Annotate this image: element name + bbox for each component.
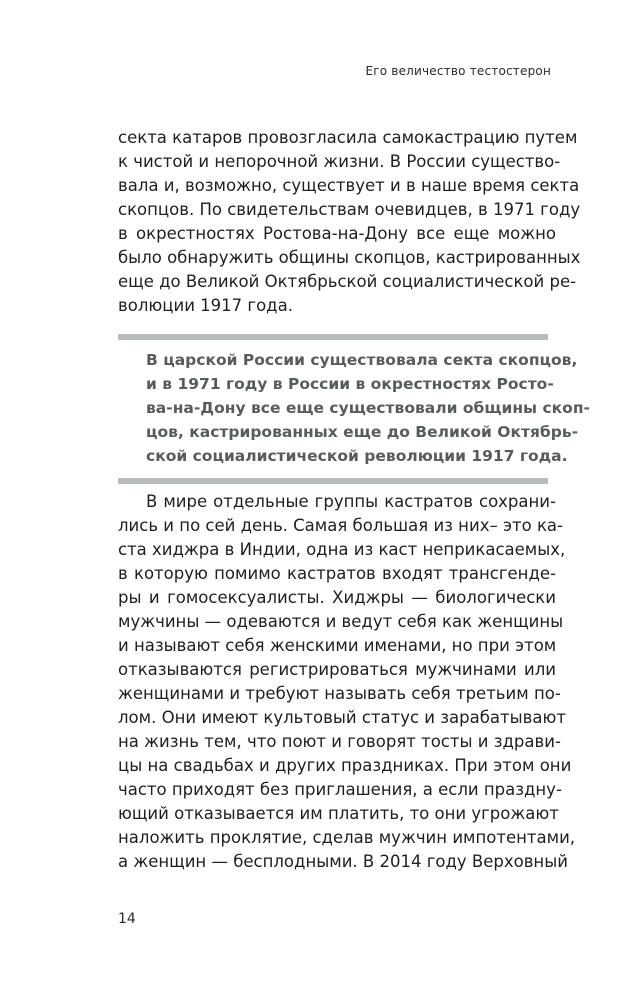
text-line: волюции 1917 года. [118,296,293,315]
text-line: ры и гомосексуалисты. Хиджры — биологически [118,588,556,607]
text-line: цы на свадьбах и других праздниках. При этом они [118,756,572,775]
text-line: еще до Великой Октябрьской социалистической ре- [118,272,577,291]
text-line: наложить проклятие, сделав мужчин импотентами, [118,828,576,847]
text-line: часто приходят без приглашения, а если праздну- [118,780,562,799]
pull-quote-top-rule [118,334,548,340]
text-line: к чистой и непорочной жизни. В России существо- [118,152,561,171]
pull-quote-line: цов, кастрированных еще до Великой Октябрь- [146,423,579,441]
pull-quote-bottom-rule [118,478,548,484]
pull-quote-line: В царской России существовала секта скопцов, [146,351,578,369]
paragraph-1 [118,126,581,318]
pull-quote [118,334,590,484]
text-line: а женщин — бесплодными. В 2014 году Верховный [118,852,568,871]
page-number: 14 [118,911,136,927]
text-line: ющий отказывается им платить, то они угрожают [118,804,559,823]
pull-quote-line: и в 1971 году в России в окрестностях Росто- [146,375,554,393]
text-line: отказываются регистрироваться мужчинами или [118,660,556,679]
running-header: Его величество тестостерон [365,64,551,78]
text-line: В мире отдельные группы кастратов сохрани- [146,492,556,511]
text-line: секта катаров провозгласила самокастрацию путем [118,128,578,147]
text-line: лом. Они имеют культовый статус и зарабатывают [118,708,567,727]
text-line: скопцов. По свидетельствам очевидцев, в 1971 году [118,200,581,219]
text-line: и называют себя женскими именами, но при этом [118,636,557,655]
pull-quote-line: ской социалистической революции 1917 года. [146,447,568,465]
text-line: вала и, возможно, существует и в наше время секта [118,176,580,195]
text-line: лись и по сей день. Самая большая из них– это ка- [118,516,563,535]
paragraph-2 [118,490,576,874]
text-line: на жизнь тем, что поют и говорят тосты и здрави- [118,732,561,751]
text-line: в которую помимо кастратов входят трансгенде- [118,564,556,583]
text-line: было обнаружить общины скопцов, кастрированных [118,248,581,267]
text-line: мужчины — одеваются и ведут себя как женщины [118,612,564,631]
text-line: ста хиджра в Индии, одна из каст неприкасаемых, [118,540,566,559]
text-line: женщинами и требуют называть себя третьим по- [118,684,561,703]
text-line: в окрестностях Ростова-на-Дону все еще можно [118,224,556,243]
pull-quote-line: ва-на-Дону все еще существовали общины скоп- [146,399,590,417]
